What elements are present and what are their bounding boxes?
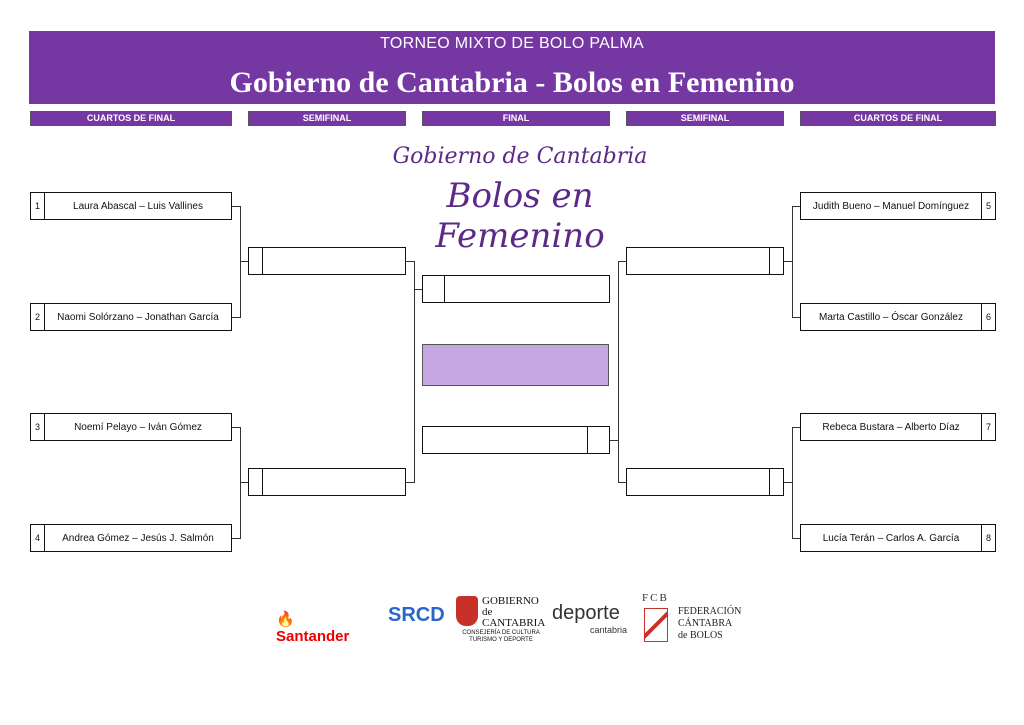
- name-box: [423, 427, 587, 453]
- seed-box: [587, 427, 609, 453]
- semifinal-slot-left-top: [248, 247, 406, 275]
- bracket-line: [784, 482, 792, 483]
- federacion-line-3: de BOLOS: [678, 630, 723, 641]
- logo-line-2: Bolos en Femenino: [435, 176, 605, 256]
- seed-box: [249, 248, 263, 274]
- bracket-line: [406, 261, 414, 262]
- gobierno-logo: [482, 596, 545, 629]
- semifinal-slot-right-top: [626, 247, 784, 275]
- pair-name: Noemí Pelayo – Iván Gómez: [74, 421, 202, 433]
- bracket-line: [792, 427, 800, 428]
- pair-name: Rebeca Bustara – Alberto Díaz: [822, 421, 960, 433]
- bracket-line: [240, 482, 248, 483]
- santander-logo: [276, 610, 349, 645]
- bracket-line: [232, 317, 240, 318]
- seed-number: 6: [981, 304, 995, 330]
- bracket-line: [792, 317, 800, 318]
- champion-box: [422, 344, 609, 386]
- quarterfinal-slot-4: [30, 524, 232, 552]
- seed-box: [423, 276, 445, 302]
- fcb-emblem-icon: [644, 608, 668, 642]
- bracket-line: [232, 538, 240, 539]
- header-banner: [29, 31, 995, 104]
- pair-name: Laura Abascal – Luis Vallines: [73, 200, 203, 212]
- name-box: [263, 469, 405, 495]
- semifinal-slot-right-bottom: [626, 468, 784, 496]
- final-slot-left: [422, 275, 610, 303]
- pair-name: Lucía Terán – Carlos A. García: [822, 532, 960, 544]
- bracket-line: [792, 538, 800, 539]
- bracket-line: [610, 440, 618, 441]
- federacion-line-2: CÁNTABRA: [678, 618, 733, 629]
- flame-icon: 🔥: [276, 611, 295, 628]
- seed-number: 8: [981, 525, 995, 551]
- bracket-line: [240, 427, 241, 539]
- bracket-line: [792, 206, 793, 318]
- deporte-logo: deporte: [552, 602, 620, 624]
- bracket-line: [792, 427, 793, 539]
- name-box: [627, 248, 769, 274]
- bracket-line: [618, 261, 619, 483]
- quarterfinal-slot-2: [30, 303, 232, 331]
- bracket-line: [618, 482, 626, 483]
- quarterfinal-slot-1: [30, 192, 232, 220]
- seed-number: 3: [31, 414, 45, 440]
- bracket-line: [414, 261, 415, 483]
- bracket-line: [406, 482, 414, 483]
- sracd-logo: SRCD: [388, 604, 445, 626]
- gobierno-line-1: GOBIERNO: [482, 595, 539, 607]
- round-label-quarters-left: CUARTOS DE FINAL: [30, 111, 232, 126]
- santander-text: Santander: [276, 628, 350, 645]
- final-slot-right: [422, 426, 610, 454]
- bracket-line: [232, 206, 240, 207]
- bracket-line: [784, 261, 792, 262]
- tournament-subtitle: TORNEO MIXTO DE BOLO PALMA: [380, 35, 644, 52]
- quarterfinal-slot-7: [800, 413, 996, 441]
- seed-number: 7: [981, 414, 995, 440]
- federacion-line-1: FEDERACIÓN: [678, 606, 742, 617]
- quarterfinal-slot-8: [800, 524, 996, 552]
- shield-icon: [456, 596, 478, 626]
- seed-box: [769, 248, 783, 274]
- seed-number: 2: [31, 304, 45, 330]
- name-box: [445, 276, 609, 302]
- fcb-monogram: FCB: [642, 592, 669, 604]
- pair-name: Judith Bueno – Manuel Domínguez: [812, 200, 970, 212]
- seed-box: [769, 469, 783, 495]
- bracket-line: [240, 206, 241, 318]
- bracket-line: [792, 206, 800, 207]
- quarterfinal-slot-5: [800, 192, 996, 220]
- tournament-title: Gobierno de Cantabria - Bolos en Femenino: [229, 66, 795, 99]
- name-box: [263, 248, 405, 274]
- bracket-line: [414, 289, 422, 290]
- seed-number: 4: [31, 525, 45, 551]
- seed-box: [249, 469, 263, 495]
- semifinal-slot-left-bottom: [248, 468, 406, 496]
- consejeria-line-1: CONSEJERÍA DE CULTURA: [462, 630, 540, 636]
- round-label-semifinal-right: SEMIFINAL: [626, 111, 784, 126]
- quarterfinal-slot-3: [30, 413, 232, 441]
- deporte-subtitle: cantabria: [590, 625, 628, 635]
- seed-number: 1: [31, 193, 45, 219]
- federacion-logo: [678, 606, 741, 642]
- round-label-quarters-right: CUARTOS DE FINAL: [800, 111, 996, 126]
- pair-name: Andrea Gómez – Jesús J. Salmón: [62, 532, 214, 544]
- gobierno-line-2: de: [482, 606, 493, 618]
- quarterfinal-slot-6: [800, 303, 996, 331]
- pair-name: Marta Castillo – Óscar González: [819, 311, 963, 323]
- round-label-semifinal-left: SEMIFINAL: [248, 111, 406, 126]
- consejeria-text: [456, 630, 546, 644]
- round-label-final: FINAL: [422, 111, 610, 126]
- logo-line-1: Gobierno de Cantabria: [392, 144, 648, 169]
- bracket-line: [618, 261, 626, 262]
- consejeria-line-2: TURISMO Y DEPORTE: [469, 637, 533, 643]
- seed-number: 5: [981, 193, 995, 219]
- bracket-line: [240, 261, 248, 262]
- gobierno-line-3: CANTABRIA: [482, 617, 546, 629]
- bracket-line: [232, 427, 240, 428]
- pair-name: Naomi Solórzano – Jonathan García: [57, 311, 219, 323]
- name-box: [627, 469, 769, 495]
